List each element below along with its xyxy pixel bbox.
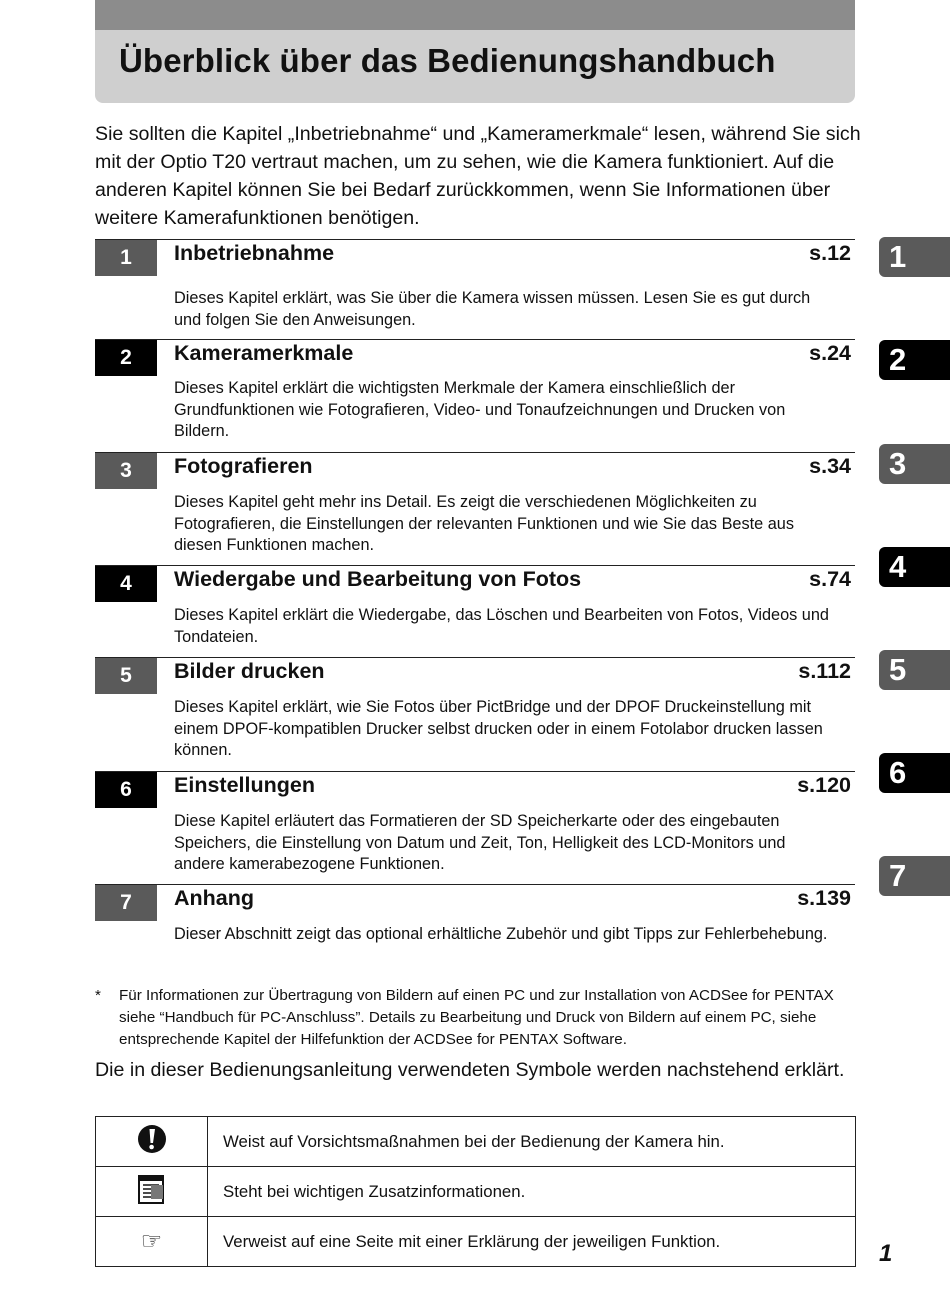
table-row xyxy=(96,1217,856,1267)
chapter-row-6 xyxy=(95,771,855,873)
chapter-number: 2 xyxy=(95,340,157,376)
chapter-description: Dieser Abschnitt zeigt das optional erhältliche Zubehör und gibt Tipps zur Fehlerbehebung. xyxy=(174,925,828,943)
chapter-description: Dieses Kapitel geht mehr ins Detail. Es zeigt die verschiedenen Möglichkeiten zu Fotografieren, die Einstellungen der relevanten Funktionen und wie Sie das Beste aus diesen Funktionen machen. xyxy=(174,493,794,554)
chapter-row-3 xyxy=(95,452,855,554)
intro-paragraph: Sie sollten die Kapitel „Inbetriebnahme“ und „Kameramerkmale“ lesen, während Sie sich mit der Optio T20 vertraut machen, um zu sehen, wie die Kamera funktioniert. Auf die anderen Kapitel können Sie bei Bedarf zurückkommen, wenn Sie Informationen über weitere Kamerafunktionen benötigen. xyxy=(95,123,861,229)
side-tab-6: 6 xyxy=(879,753,950,793)
symbols-table xyxy=(95,1116,856,1267)
title-banner xyxy=(95,0,855,103)
chapter-number: 6 xyxy=(95,772,157,808)
chapter-number: 5 xyxy=(95,658,157,694)
chapter-page-ref: s.12 xyxy=(809,241,851,265)
table-row xyxy=(96,1117,856,1167)
footnote xyxy=(95,985,855,1051)
chapter-row-4 xyxy=(95,565,855,646)
chapter-row-5 xyxy=(95,657,855,759)
chapter-page-ref: s.139 xyxy=(797,886,851,910)
symbol-description: Verweist auf eine Seite mit einer Erklärung der jeweiligen Funktion. xyxy=(208,1217,856,1267)
chapter-title: Bilder drucken xyxy=(174,659,325,683)
chapter-row-1 xyxy=(95,239,855,329)
symbol-description: Weist auf Vorsichtsmaßnahmen bei der Bedienung der Kamera hin. xyxy=(208,1117,856,1167)
side-tab-3: 3 xyxy=(879,444,950,484)
chapter-title: Inbetriebnahme xyxy=(174,241,335,265)
table-row xyxy=(96,1167,856,1217)
chapter-number: 7 xyxy=(95,885,157,921)
chapter-title: Wiedergabe und Bearbeitung von Fotos xyxy=(174,567,582,591)
chapter-description: Diese Kapitel erläutert das Formatieren der SD Speicherkarte oder des eingebauten Speichers, die Einstellung von Datum und Zeit, Ton, Helligkeit des LCD-Monitors und andere kamerabezogene Funktionen. xyxy=(174,812,786,873)
chapter-description: Dieses Kapitel erklärt, was Sie über die Kamera wissen müssen. Lesen Sie es gut durch und folgen Sie den Anweisungen. xyxy=(174,289,811,329)
chapter-page-ref: s.112 xyxy=(798,659,851,683)
footnote-marker: * xyxy=(95,987,101,1004)
chapter-title: Fotografieren xyxy=(174,454,313,478)
chapter-page-ref: s.24 xyxy=(809,341,851,365)
chapter-description: Dieses Kapitel erklärt die Wiedergabe, das Löschen und Bearbeiten von Fotos, Videos und Tondateien. xyxy=(174,606,829,646)
memo-icon xyxy=(96,1167,208,1217)
symbol-description: Steht bei wichtigen Zusatzinformationen. xyxy=(208,1167,856,1217)
page-title: Überblick über das Bedienungshandbuch xyxy=(119,42,776,79)
chapter-title: Anhang xyxy=(174,886,255,910)
caution-icon xyxy=(96,1117,208,1167)
symbols-intro: Die in dieser Bedienungsanleitung verwendeten Symbole werden nachstehend erklärt. xyxy=(95,1059,845,1081)
chapter-title: Kameramerkmale xyxy=(174,341,354,365)
chapter-number: 3 xyxy=(95,453,157,489)
side-tab-2: 2 xyxy=(879,340,950,380)
chapter-title: Einstellungen xyxy=(174,773,315,797)
footnote-text: Für Informationen zur Übertragung von Bildern auf einen PC und zur Installation von ACDSee for PENTAX siehe “Handbuch für PC-Anschluss”. Details zu Bearbeitung und Druck von Bildern auf einem PC, siehe entsprechende Kapitel der Hilfefunktion der ACDSee for PENTAX Software. xyxy=(119,987,834,1048)
chapter-number: 1 xyxy=(95,240,157,276)
chapter-description: Dieses Kapitel erklärt die wichtigsten Merkmale der Kamera einschließlich der Grundfunktionen wie Fotografieren, Video- und Tonaufzeichnungen und Drucken von Bildern. xyxy=(174,379,786,440)
side-tab-5: 5 xyxy=(879,650,950,690)
pointing-hand-icon: ☞ xyxy=(96,1217,208,1267)
side-tab-1: 1 xyxy=(879,237,950,277)
chapter-page-ref: s.120 xyxy=(797,773,851,797)
title-banner-strip xyxy=(95,0,855,30)
chapter-row-7 xyxy=(95,884,855,943)
chapter-description: Dieses Kapitel erklärt, wie Sie Fotos über PictBridge und der DPOF Druckeinstellung mit einem DPOF-kompatiblen Drucker selbst drucken oder in einem Fotolabor drucken lassen können. xyxy=(174,698,823,759)
chapter-number: 4 xyxy=(95,566,157,602)
page-number: 1 xyxy=(879,1240,893,1267)
chapter-page-ref: s.74 xyxy=(809,567,851,591)
side-tab-7: 7 xyxy=(879,856,950,896)
chapter-row-2 xyxy=(95,339,855,440)
side-tab-4: 4 xyxy=(879,547,950,587)
chapter-page-ref: s.34 xyxy=(809,454,851,478)
